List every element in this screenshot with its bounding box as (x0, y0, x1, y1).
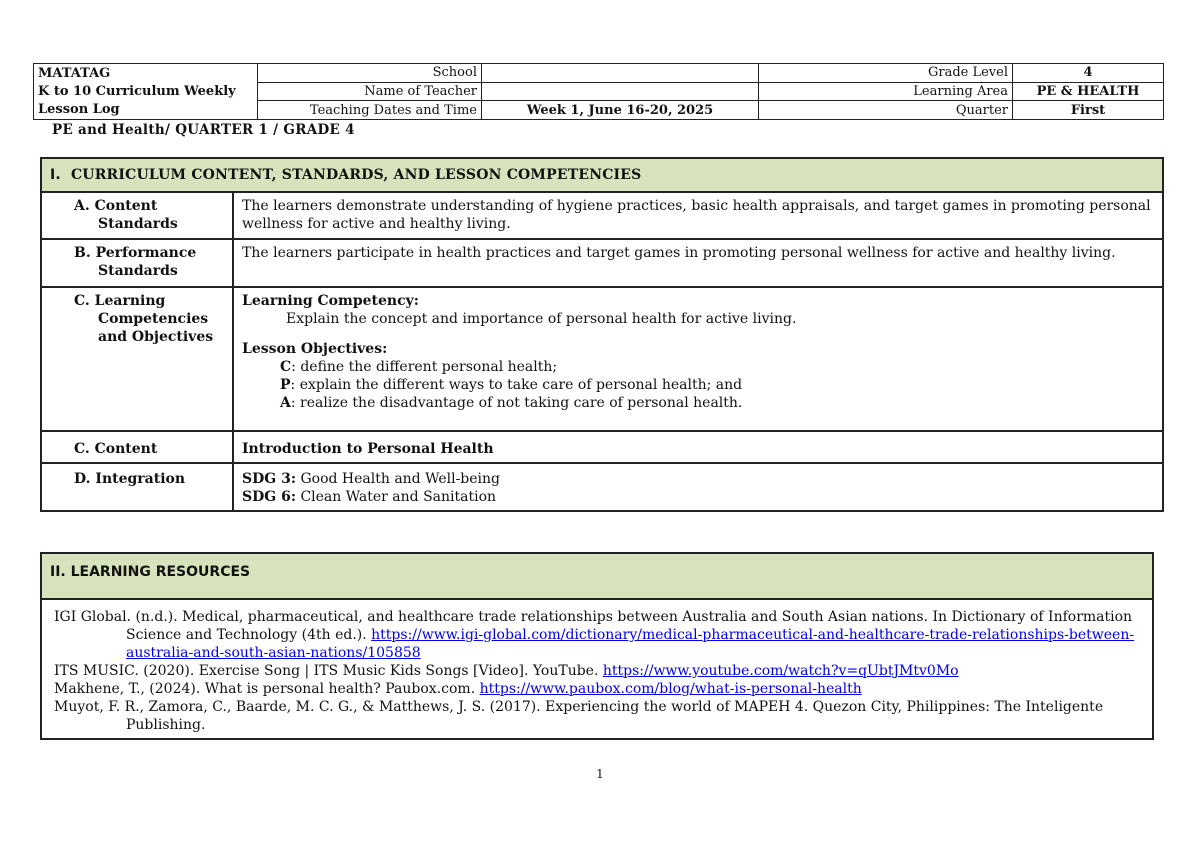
reference-item (54, 698, 1140, 734)
competencies-label (41, 287, 233, 431)
section2-header: II. LEARNING RESOURCES (42, 554, 1152, 600)
content-standards-label-line1: A. Content (74, 198, 158, 214)
learning-resources-section (40, 552, 1154, 740)
reference-1-text: IGI Global. (n.d.). Medical, pharmaceutical, and healthcare trade relationships between Australia and South Asian nations. In Dictionary of Information Science and Technology (4th ed.). (54, 609, 1133, 643)
objective-a-text: : realize the disadvantage of not taking care of personal health. (290, 395, 743, 411)
content-standards-value: The learners demonstrate understanding of hygiene practices, basic health appraisals, and target games in promoting personal wellness for active and healthy living. (233, 192, 1163, 239)
integration-value (233, 463, 1163, 511)
section1-header (41, 158, 1163, 192)
lesson-objectives-heading: Lesson Objectives: (242, 341, 388, 357)
content-label-text: C. Content (74, 441, 158, 457)
header-title-line-1: MATATAG (38, 66, 111, 81)
competencies-label-line3: and Objectives (98, 329, 214, 345)
teaching-dates-label: Teaching Dates and Time (258, 101, 482, 120)
teaching-dates-value: Week 1, June 16-20, 2025 (482, 101, 759, 120)
objective-p-key: P (280, 377, 291, 393)
content-standards-label-line2: Standards (98, 216, 178, 232)
competencies-value (233, 287, 1163, 431)
school-value (482, 64, 759, 83)
page-number: 1 (596, 767, 604, 781)
content-standards-label (41, 192, 233, 239)
competencies-label-line2: Competencies (98, 311, 209, 327)
school-label: School (258, 64, 482, 83)
reference-4-text: Muyot, F. R., Zamora, C., Baarde, M. C. G., & Matthews, J. S. (2017). Experiencing the world of MAPEH 4. Quezon City, Philippines: The Inteligente Publishing. (54, 699, 1104, 733)
teacher-value (482, 82, 759, 101)
learning-competency-heading: Learning Competency: (242, 293, 419, 309)
reference-2-link[interactable]: https://www.youtube.com/watch?v=qUbtJMtv0Mo (602, 663, 959, 679)
grade-level-value: 4 (1013, 64, 1164, 83)
learning-area-label: Learning Area (759, 82, 1013, 101)
reference-3-text: Makhene, T., (2024). What is personal health? Paubox.com. (54, 681, 480, 697)
lesson-log-header (33, 63, 1164, 120)
sdg6-line (242, 488, 1154, 506)
content-label (41, 431, 233, 463)
objective-c-key: C (280, 359, 292, 375)
section1-numeral: I. (50, 167, 61, 183)
objective-p (242, 376, 1154, 394)
reference-item (54, 608, 1140, 662)
document-subtitle: PE and Health/ QUARTER 1 / GRADE 4 (52, 122, 355, 138)
header-title-line-2: K to 10 Curriculum Weekly (38, 84, 236, 99)
sdg3-line (242, 468, 1154, 488)
integration-label-text: D. Integration (74, 471, 186, 487)
header-title (34, 64, 258, 120)
competencies-label-line1: C. Learning (74, 293, 166, 309)
learning-area-value: PE & HEALTH (1013, 82, 1164, 101)
performance-standards-value: The learners participate in health practices and target games in promoting personal wellness for active and healthy living. (233, 239, 1163, 287)
quarter-label: Quarter (759, 101, 1013, 120)
section1-title: CURRICULUM CONTENT, STANDARDS, AND LESSON COMPETENCIES (70, 167, 642, 183)
curriculum-section (40, 157, 1164, 512)
objective-a-key: A (280, 395, 291, 411)
reference-1-link[interactable]: https://www.igi-global.com/dictionary/medical-pharmaceutical-and-healthcare-trade-relationships-between-australia-and-south-asian-nations/105858 (126, 627, 1135, 661)
sdg3-text: Good Health and Well-being (296, 471, 501, 487)
reference-2-text: ITS MUSIC. (2020). Exercise Song | ITS Music Kids Songs [Video]. YouTube. (54, 663, 603, 679)
performance-standards-label (41, 239, 233, 287)
reference-3-link[interactable]: https://www.paubox.com/blog/what-is-personal-health (479, 681, 862, 697)
objective-c (242, 358, 1154, 376)
header-title-line-3: Lesson Log (38, 102, 120, 117)
sdg6-key: SDG 6: (242, 489, 296, 505)
objective-c-text: : define the different personal health; (291, 359, 558, 375)
reference-item (54, 662, 1140, 680)
sdg6-text: Clean Water and Sanitation (296, 489, 497, 505)
reference-list (42, 600, 1152, 738)
integration-label (41, 463, 233, 511)
quarter-value: First (1013, 101, 1164, 120)
objective-p-text: : explain the different ways to take care of personal health; and (290, 377, 743, 393)
reference-item (54, 680, 1140, 698)
content-value (233, 431, 1163, 463)
grade-level-label: Grade Level (759, 64, 1013, 83)
performance-standards-label-line1: B. Performance (74, 245, 197, 261)
objective-a (242, 394, 1154, 412)
sdg3-key: SDG 3: (242, 471, 296, 487)
content-value-text: Introduction to Personal Health (242, 441, 494, 457)
teacher-label: Name of Teacher (258, 82, 482, 101)
learning-competency-text: Explain the concept and importance of personal health for active living. (286, 311, 797, 327)
performance-standards-label-line2: Standards (98, 263, 178, 279)
